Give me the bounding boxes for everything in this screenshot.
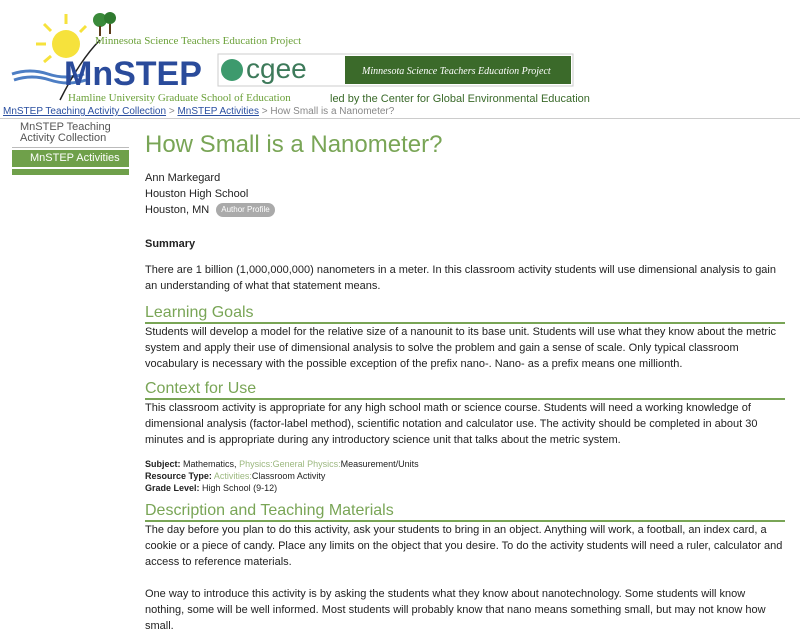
resource-category[interactable]: Activities: bbox=[213, 471, 252, 481]
grade-value[interactable]: High School (9-12) bbox=[202, 483, 278, 493]
site-banner bbox=[0, 0, 800, 108]
context-text: This classroom activity is appropriate for any high school math or science course. Students will need a working knowledge of dimensional analysis (factor-label method), scientific notation and calculator use. The activity should be completed in about 30 minutes and is appropriate during any introductory science unit that talks about the metric system. bbox=[145, 402, 758, 446]
author-location-row bbox=[145, 202, 785, 218]
cgee-banner-text: Minnesota Science Teachers Education Project bbox=[362, 66, 551, 77]
context-heading: Context for Use bbox=[145, 380, 785, 400]
subject-value: Mathematics, bbox=[183, 459, 237, 469]
header-divider bbox=[0, 118, 800, 119]
subject-category[interactable]: Physics:General Physics: bbox=[239, 459, 341, 469]
project-top-text: Minnesota Science Teachers Education Project bbox=[95, 35, 302, 47]
description-paragraph-2: One way to introduce this activity is by asking the students what they know about nanotechnology. Some students will know nothing, some will be well informed. Most students will probably know that nano means something small, but may not know how small. bbox=[145, 588, 766, 632]
sidebar-item-activities[interactable]: MnSTEP Activities bbox=[12, 150, 129, 167]
breadcrumb-separator: > bbox=[168, 106, 175, 117]
breadcrumb-link-activities[interactable]: MnSTEP Activities bbox=[177, 106, 259, 117]
author-school: Houston High School bbox=[145, 188, 249, 200]
subject-label: Subject: bbox=[145, 459, 181, 469]
grade-label: Grade Level: bbox=[145, 483, 200, 493]
breadcrumb-link-collection[interactable]: MnSTEP Teaching Activity Collection bbox=[3, 106, 167, 117]
school-text: Hamline University Graduate School of Education bbox=[68, 92, 291, 104]
breadcrumb bbox=[3, 106, 394, 117]
summary-heading: Summary bbox=[145, 238, 196, 250]
mnstep-logo-text: MnSTEP bbox=[64, 55, 202, 93]
author-location: Houston, MN bbox=[145, 204, 210, 216]
subject-subvalue[interactable]: Measurement/Units bbox=[340, 459, 419, 469]
learning-goals-heading: Learning Goals bbox=[145, 304, 785, 324]
sidebar-accent-bar bbox=[12, 169, 129, 175]
main-content bbox=[145, 130, 785, 634]
resource-value[interactable]: Classroom Activity bbox=[251, 471, 326, 481]
sidebar-item-collection[interactable]: MnSTEP Teaching Activity Collection bbox=[12, 120, 129, 148]
subject-row bbox=[145, 458, 785, 470]
banner-graphic bbox=[0, 0, 800, 108]
sidebar bbox=[12, 120, 129, 175]
metadata-block bbox=[145, 458, 785, 494]
cgee-logo-text: cgee bbox=[246, 53, 307, 84]
page-title: How Small is a Nanometer? bbox=[145, 131, 443, 158]
breadcrumb-current: How Small is a Nanometer? bbox=[270, 106, 395, 117]
resource-row bbox=[145, 470, 785, 482]
globe-icon bbox=[221, 59, 243, 81]
breadcrumb-separator: > bbox=[261, 106, 268, 117]
cgee-subtitle-text: led by the Center for Global Environmental Education bbox=[330, 93, 590, 105]
grade-row bbox=[145, 482, 785, 494]
description-heading: Description and Teaching Materials bbox=[145, 502, 785, 522]
description-paragraph-1: The day before you plan to do this activity, ask your students to bring in an object. Anything will work, a football, an index card, a cookie or a piece of candy. Place any limits on the object that you desire. To do the activity students will need a ruler, calculator and access to reference materials. bbox=[145, 524, 783, 568]
author-name: Ann Markegard bbox=[145, 172, 221, 184]
trees-icon bbox=[93, 12, 116, 36]
resource-label: Resource Type: bbox=[145, 471, 212, 481]
learning-goals-text: Students will develop a model for the relative size of a nanounit to its base unit. Students will use what they know about the metric system and apply their use of dimensional analysis to solve the problem and gain a sense of scale. Only typical classroom vocabulary is necessary with the possible exception of the prefix nano-. Nano- as a prefix means one millionth. bbox=[145, 326, 777, 370]
summary-text: There are 1 billion (1,000,000,000) nanometers in a meter. In this classroom activity students will use dimensional analysis to gain an understanding of what that statement means. bbox=[145, 264, 776, 292]
author-profile-button[interactable]: Author Profile bbox=[216, 203, 274, 217]
